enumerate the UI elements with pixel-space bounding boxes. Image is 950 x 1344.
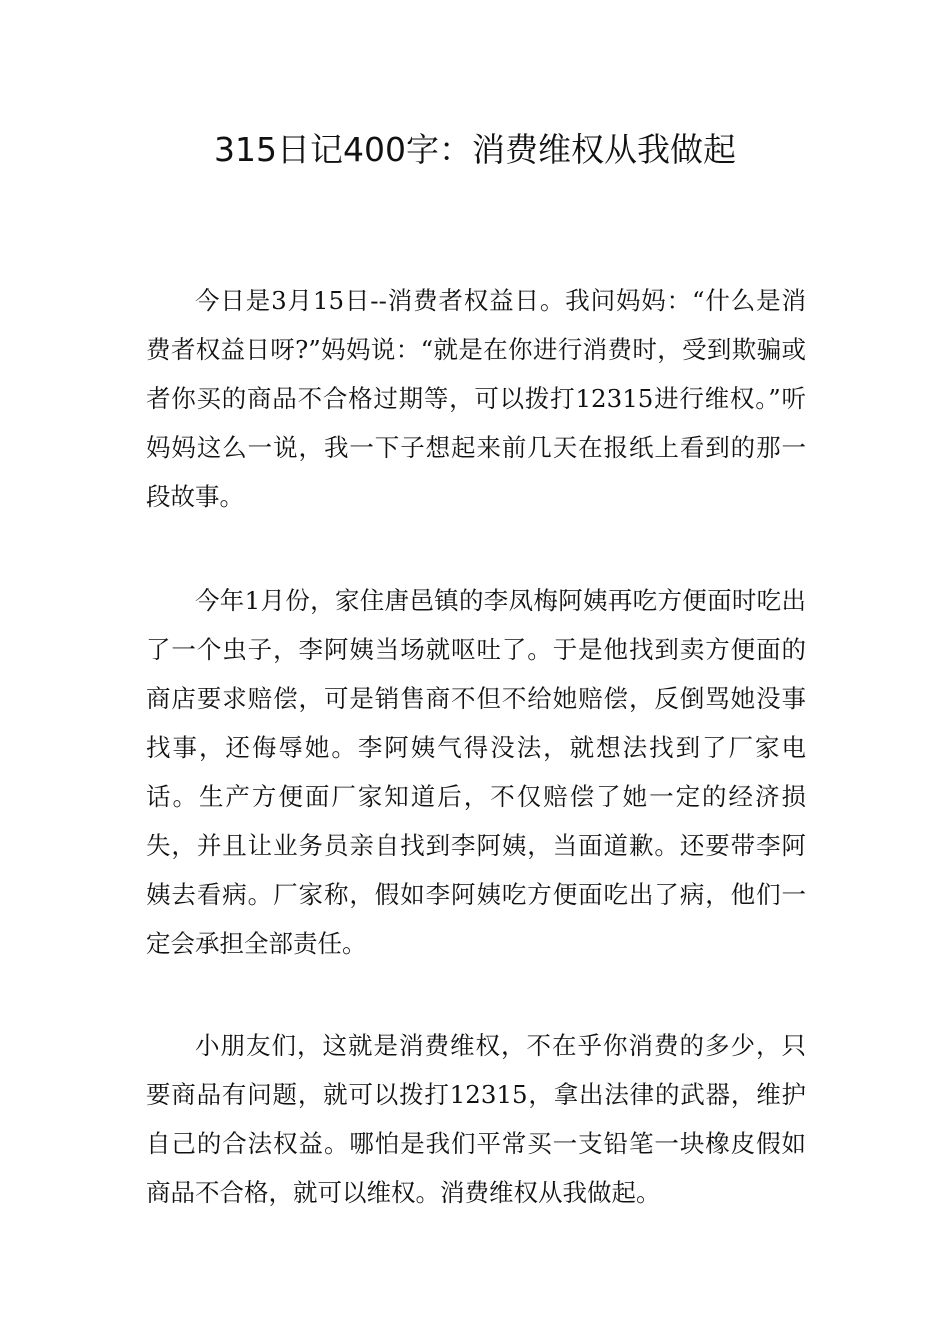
paragraph: 今年1月份，家住唐邑镇的李凤梅阿姨再吃方便面时吃出了一个虫子，李阿姨当场就呕吐了。于是他找到卖方便面的商店要求赔偿，可是销售商不但不给她赔偿，反倒骂她没事找事，还侮辱她。李阿姨气得没法，就想法找到了厂家电话。生产方便面厂家知道后，不仅赔偿了她一定的经济损失，并且让业务员亲自找到李阿姨，当面道歉。还要带李阿姨去看病。厂家称，假如李阿姨吃方便面吃出了病，他们一定会承担全部责任。 (146, 586, 806, 958)
paragraph-1-block (146, 276, 806, 521)
paragraph: 小朋友们，这就是消费维权，不在乎你消费的多少，只要商品有问题，就可以拨打12315，拿出法律的武器，维护自己的合法权益。哪怕是我们平常买一支铅笔一块橡皮假如商品不合格，就可以维权。消费维权从我做起。 (146, 1031, 806, 1207)
paragraph-3-block (146, 1021, 806, 1217)
paragraph-2-block (146, 576, 806, 968)
paragraph: 今日是3月15日--消费者权益日。我问妈妈：“什么是消费者权益日呀?”妈妈说：“就是在你进行消费时，受到欺骗或者你买的商品不合格过期等，可以拨打12315进行维权。”听妈妈这么一说，我一下子想起来前几天在报纸上看到的那一段故事。 (146, 286, 806, 511)
document-title: 315日记400字：消费维权从我做起 (214, 130, 736, 169)
